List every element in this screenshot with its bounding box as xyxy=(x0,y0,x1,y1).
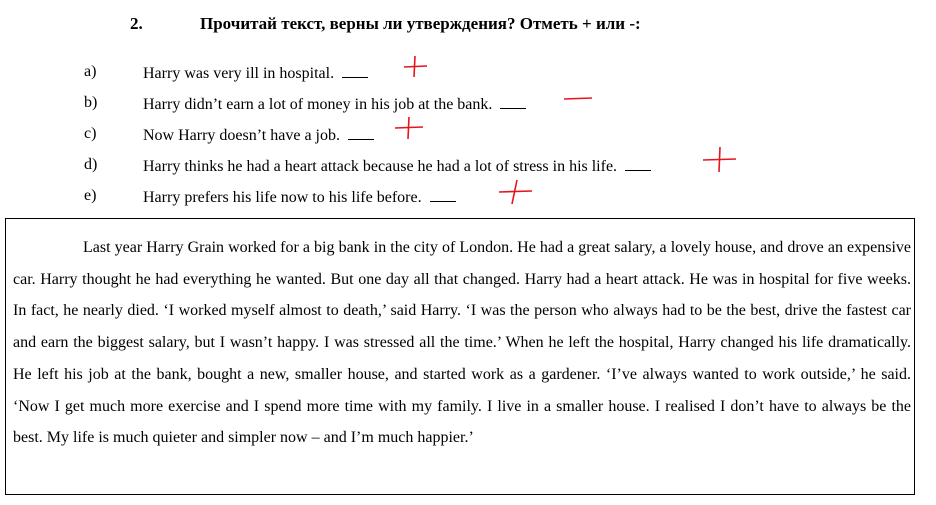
statement-b xyxy=(0,89,936,117)
answer-blank[interactable] xyxy=(500,94,526,109)
statement-letter: e) xyxy=(84,187,97,204)
statement-text: Now Harry doesn’t have a job. xyxy=(143,127,340,144)
statement-letter: b) xyxy=(84,94,98,111)
statement-d xyxy=(0,151,936,179)
statement-a xyxy=(0,58,936,86)
statement-text-wrap xyxy=(143,63,368,83)
task-number: 2. xyxy=(130,14,143,33)
plus-mark-icon xyxy=(394,116,426,144)
statement-letter: a) xyxy=(84,63,97,80)
statement-letter: d) xyxy=(84,156,98,173)
answer-mark-e xyxy=(498,178,528,206)
statement-text-wrap xyxy=(143,125,374,145)
plus-mark-icon xyxy=(402,55,432,83)
task-instruction: Прочитай текст, верны ли утверждения? Отметь + или -: xyxy=(200,14,641,33)
task-header xyxy=(130,14,641,34)
statement-e xyxy=(0,182,936,210)
answer-mark-b xyxy=(562,86,592,114)
statement-text: Harry thinks he had a heart attack because he had a lot of stress in his life. xyxy=(143,158,618,175)
statement-text: Harry didn’t earn a lot of money in his job at the bank. xyxy=(143,96,493,113)
statement-c xyxy=(0,120,936,148)
answer-blank[interactable] xyxy=(430,187,456,202)
answer-mark-a xyxy=(402,55,432,83)
statement-text: Harry was very ill in hospital. xyxy=(143,65,335,82)
answer-mark-d xyxy=(702,146,732,174)
reading-passage-box xyxy=(5,218,915,495)
statement-text-wrap xyxy=(143,94,526,114)
answer-blank[interactable] xyxy=(348,125,374,140)
reading-passage: Last year Harry Grain worked for a big bank in the city of London. He had a great salary, a lovely house, and drove an expensive car. Harry thought he had everything he wanted. But one day all that changed. Harry had a heart attack. He was in hospital for five weeks. In fact, he nearly died. ‘I worked myself almost to death,’ said Harry. ‘I was the person who always had to be the best, drive the fastest car and earn the biggest salary, but I wasn’t happy. I was stressed all the time.’ When he left the hospital, Harry changed his life dramatically. He left his job at the bank, bought a new, smaller house, and started work as a gardener. ‘I’ve always wanted to work outside,’ he said. ‘Now I get much more exercise and I spend more time with my family. I live in a smaller house. I realised I don’t have to always be the best. My life is much quieter and simpler now – and I’m much happier.’ xyxy=(13,239,911,447)
minus-mark-icon xyxy=(562,86,596,114)
statement-text-wrap xyxy=(143,156,651,176)
statement-text: Harry prefers his life now to his life before. xyxy=(143,189,422,206)
answer-mark-c xyxy=(394,116,424,144)
answer-blank[interactable] xyxy=(625,156,651,171)
answer-blank[interactable] xyxy=(342,63,368,78)
plus-mark-icon xyxy=(702,146,738,176)
statement-text-wrap xyxy=(143,187,456,207)
statement-letter: c) xyxy=(84,125,97,142)
plus-mark-icon xyxy=(498,178,534,208)
